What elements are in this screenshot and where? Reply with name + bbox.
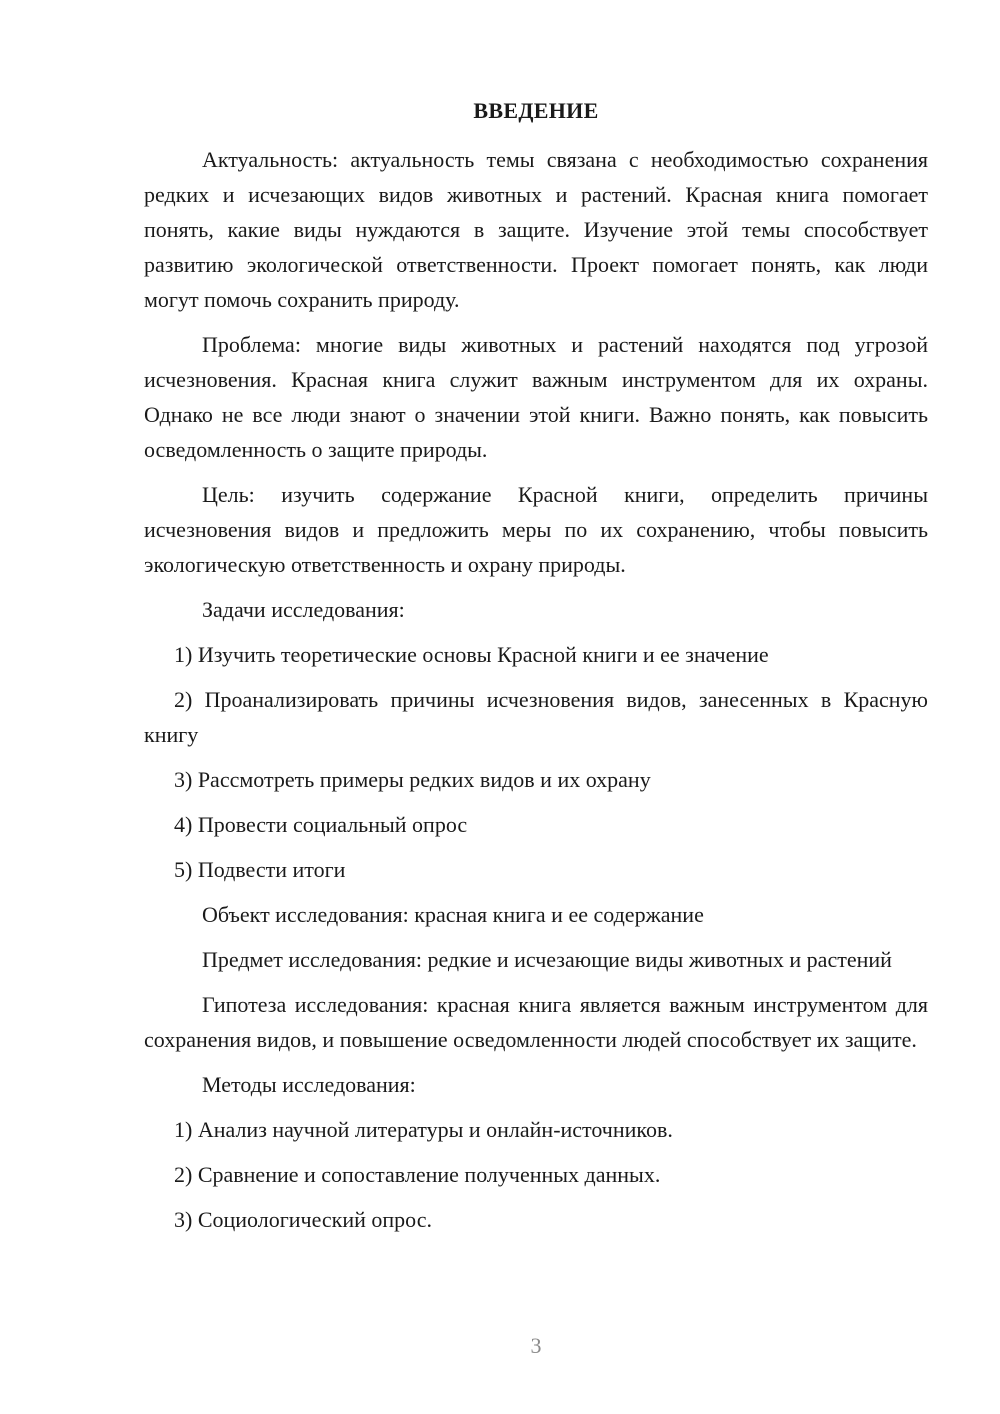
object-paragraph: Объект исследования: красная книга и ее содержание — [202, 902, 704, 927]
task-item: 1) Изучить теоретические основы Красной книги и ее значение — [174, 642, 769, 667]
subject-paragraph: Предмет исследования: редкие и исчезающие виды животных и растений — [202, 947, 892, 972]
relevance-paragraph: Актуальность: актуальность темы связана с необходимостью сохранения редких и исчезающих видов животных и растений. Красная книга помогает понять, какие виды нуждаются в защите. Изучение этой темы способствует развитию экологической ответственности. Проект помогает понять, как люди могут помочь сохранить природу. — [144, 147, 928, 312]
task-item: 2) Проанализировать причины исчезновения видов, занесенных в Красную книгу — [144, 687, 928, 747]
method-item: 1) Анализ научной литературы и онлайн-источников. — [174, 1117, 673, 1142]
task-item: 4) Провести социальный опрос — [174, 812, 468, 837]
problem-paragraph: Проблема: многие виды животных и растений находятся под угрозой исчезновения. Красная книга служит важным инструментом для их охраны. Однако не все люди знают о значении этой книги. Важно понять, как повысить осведомленность о защите природы. — [144, 332, 928, 462]
method-item: 3) Социологический опрос. — [174, 1207, 432, 1232]
section-heading: ВВЕДЕНИЕ — [473, 98, 599, 123]
page-number: 3 — [530, 1333, 542, 1358]
tasks-heading: Задачи исследования: — [202, 597, 405, 622]
method-item: 2) Сравнение и сопоставление полученных данных. — [174, 1162, 661, 1187]
document-page — [144, 96, 928, 1247]
goal-paragraph: Цель: изучить содержание Красной книги, определить причины исчезновения видов и предложить меры по их сохранению, чтобы повысить экологическую ответственность и охрану природы. — [144, 482, 928, 577]
methods-heading: Методы исследования: — [202, 1072, 416, 1097]
hypothesis-paragraph: Гипотеза исследования: красная книга является важным инструментом для сохранения видов, и повышение осведомленности людей способствует их защите. — [144, 992, 928, 1052]
task-item: 3) Рассмотреть примеры редких видов и их охрану — [174, 767, 651, 792]
task-item: 5) Подвести итоги — [174, 857, 346, 882]
